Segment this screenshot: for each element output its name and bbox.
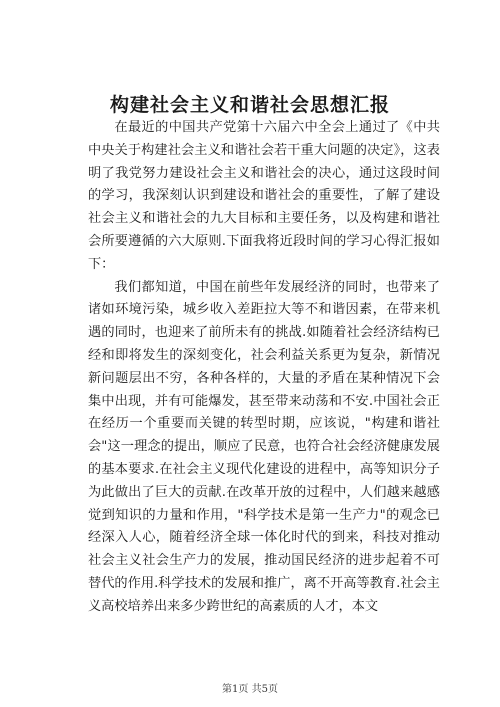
paragraph-intro: 在最近的中国共产党第十六届六中全会上通过了《中共中央关于构建社会主义和谐社会若干重大问题的决定》，这表明了我党努力建设社会主义和谐社会的决心，通过这段时间的学习，我深刻认识到建设和谐社会的重要性，了解了建设社会主义和谐社会的九大目标和主要任务，以及构建和谐社会所要遵循的六大原则.下面我将近段时间的学习心得汇报如下：	[88, 120, 440, 272]
page-number-footer: 第1页 共5页	[222, 684, 278, 695]
document-body	[88, 117, 440, 619]
paragraph-main: 我们都知道，中国在前些年发展经济的同时，也带来了诸如环境污染，城乡收入差距拉大等不和谐因素，在带来机遇的同时，也迎来了前所未有的挑战.如随着社会经济结构已经和即将发生的深刻变化，社会利益关系更为复杂，新情况新问题层出不穷，各种各样的，大量的矛盾在某种情况下会集中出现，并有可能爆发，甚至带来动荡和不安.中国社会正在经历一个重要而关键的转型时期，应该说，"构建和谐社会"这一理念的提出，顺应了民意，也符合社会经济健康发展的基本要求.在社会主义现代化建设的进程中，高等知识分子为此做出了巨大的贡献.在改革开放的过程中，人们越来越感觉到知识的力量和作用，"科学技术是第一生产力"的观念已经深入人心，随着经济全球一体化时代的到来，科技对推动社会主义社会生产力的发展，推动国民经济的进步起着不可替代的作用.科学技术的发展和推广，离不开高等教育.社会主义高校培养出来多少跨世纪的高素质的人才，本文	[88, 279, 440, 614]
page-title: 构建社会主义和谐社会思想汇报	[109, 94, 390, 116]
